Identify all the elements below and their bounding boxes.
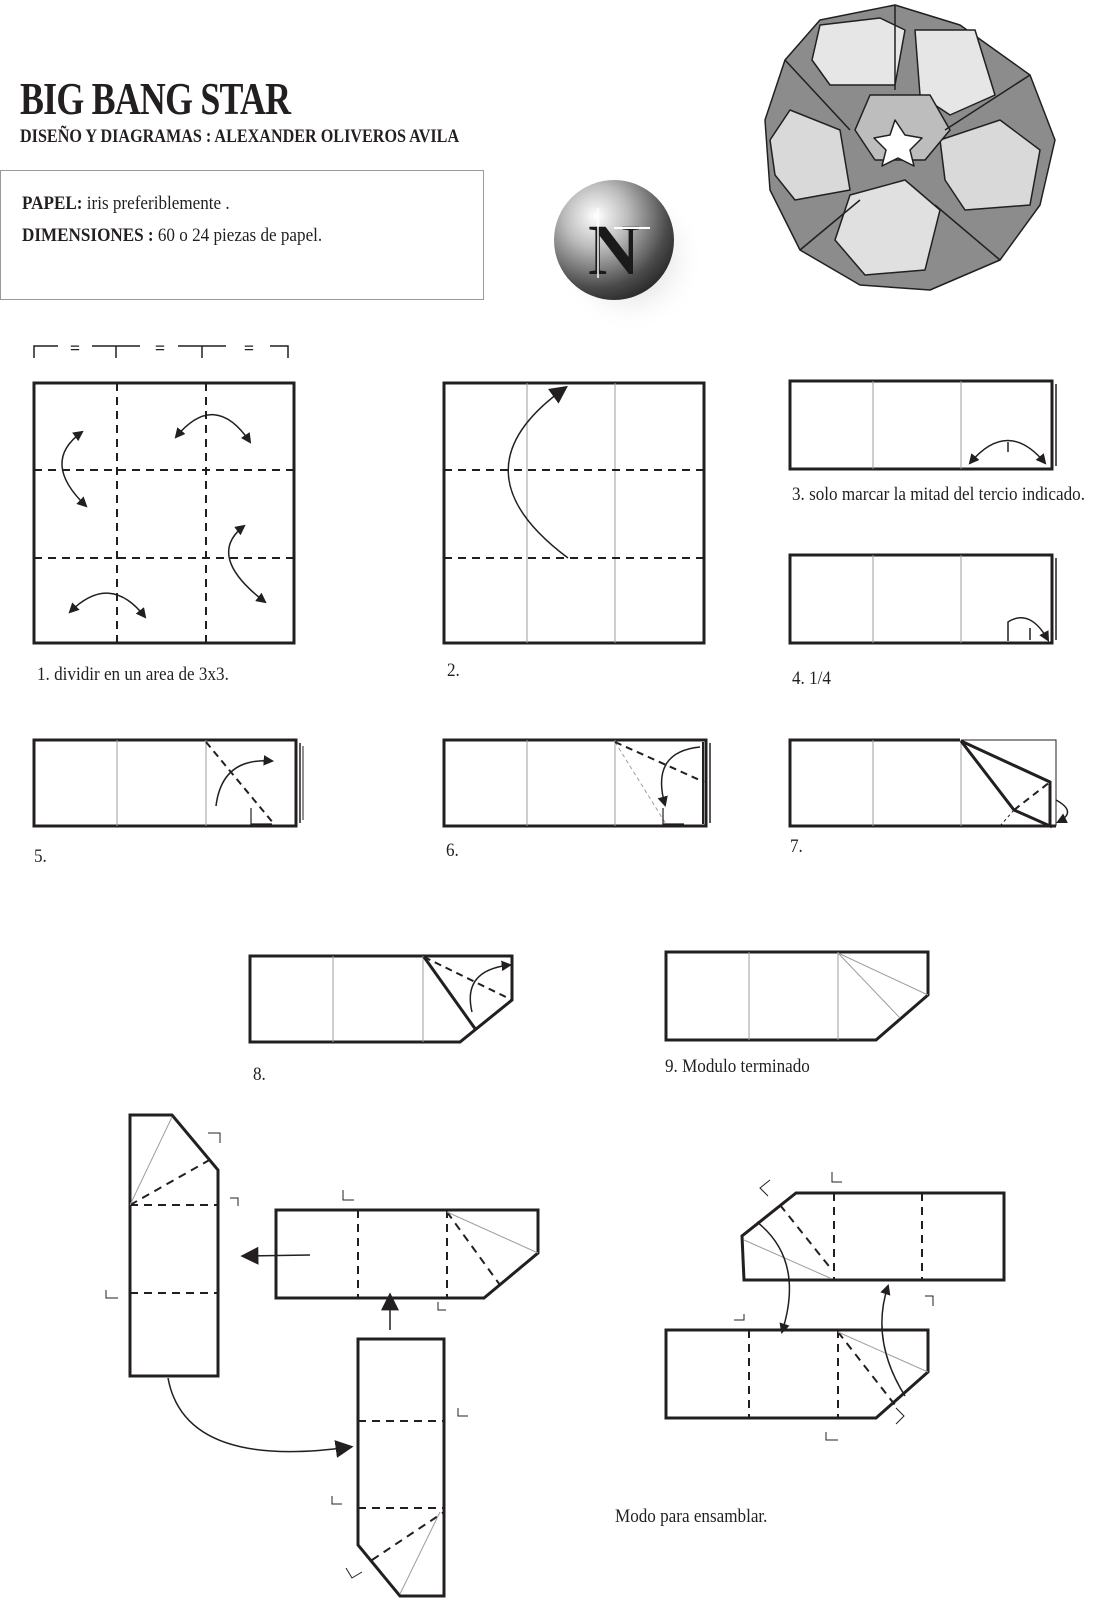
step-4-diagram [790,555,1056,643]
step-6-caption: 6. [446,840,459,861]
author-credit: DISEÑO Y DIAGRAMAS : ALEXANDER OLIVEROS AVILA [20,126,460,147]
assembly-left-diagram [106,1115,538,1596]
step-5-diagram [34,740,303,826]
step-6-diagram [444,740,710,826]
step-1-caption: 1. dividir en un area de 3x3. [37,664,229,685]
equal-mark-3: = [243,338,255,358]
step-3-caption: 3. solo marcar la mitad del tercio indicado. [792,484,1085,505]
step-1-diagram [34,383,294,643]
step-7-diagram [790,740,1068,826]
step-9-diagram [666,952,928,1040]
step-3-diagram [790,381,1056,469]
logo-letter: N [588,210,640,290]
assembly-right-diagram [666,1172,1004,1440]
step-8-diagram [250,956,512,1042]
paper-value: iris preferiblemente . [86,193,230,214]
big-bang-star-illustration [765,5,1055,290]
dimensions-label: DIMENSIONES : [22,225,154,246]
page-title: BIG BANG STAR [20,73,291,124]
assembly-caption: Modo para ensamblar. [615,1506,768,1527]
n-logo-sphere-icon [554,180,705,333]
step-7-caption: 7. [790,836,803,857]
step-8-caption: 8. [253,1064,266,1085]
equal-mark-2: = [154,338,166,358]
step-2-caption: 2. [447,660,460,681]
equal-mark-1: = [69,338,81,358]
step-4-caption: 4. 1/4 [792,668,831,689]
dimensions-value: 60 o 24 piezas de papel. [157,225,323,246]
step-2-diagram [444,383,704,643]
step-5-caption: 5. [34,846,47,867]
step-9-caption: 9. Modulo terminado [665,1056,810,1077]
paper-label: PAPEL: [22,193,83,214]
